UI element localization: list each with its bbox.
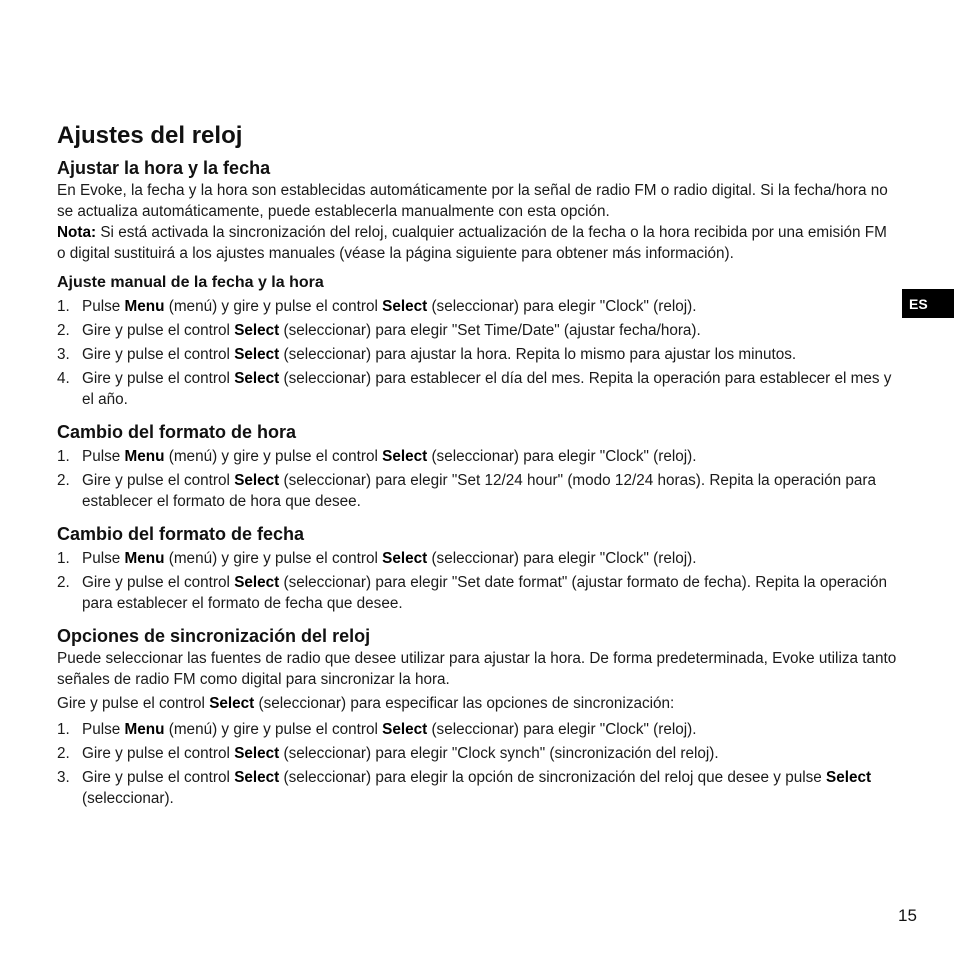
steps-list-time-format	[57, 446, 897, 512]
page-content	[57, 120, 897, 812]
list-item: 2. Gire y pulse el control Select (seleccionar) para elegir "Set Time/Date" (ajustar fecha/hora).	[57, 322, 701, 339]
section-intro: Puede seleccionar las fuentes de radio que desee utilizar para ajustar la hora. De forma predeterminada, Evoke utiliza tanto señales de radio FM como digital para sincronizar la hora.	[57, 650, 897, 688]
list-item: 4. Gire y pulse el control Select (seleccionar) para establecer el día del mes. Repita la operación para establecer el mes y el año.	[57, 370, 892, 408]
steps-list-clock-sync	[57, 719, 897, 809]
section-heading-manual-set: Ajuste manual de la fecha y la hora	[57, 274, 324, 291]
section-heading-set-time-date: Ajustar la hora y la fecha	[57, 158, 271, 178]
section-intro: En Evoke, la fecha y la hora son establecidas automáticamente por la señal de radio FM o radio digital. Si la fecha/hora no se actualiza automáticamente, puede establecerla manualmente con esta opción.	[57, 182, 888, 220]
list-item: 3. Gire y pulse el control Select (seleccionar) para elegir la opción de sincronización del reloj que desee y pulse Select (seleccionar).	[57, 769, 872, 807]
list-item: 1. Pulse Menu (menú) y gire y pulse el control Select (seleccionar) para elegir "Clock" (reloj).	[57, 550, 697, 567]
note-text: Si está activada la sincronización del reloj, cualquier actualización de la fecha o la hora recibida por una emisión FM o digital sustituirá a los ajustes manuales (véase la página siguiente para obtener más información).	[57, 224, 887, 262]
section-heading-date-format: Cambio del formato de fecha	[57, 524, 305, 544]
section-intro-2: Gire y pulse el control Select (seleccionar) para especificar las opciones de sincronización:	[57, 695, 675, 712]
list-item: 1. Pulse Menu (menú) y gire y pulse el control Select (seleccionar) para elegir "Clock" (reloj).	[57, 448, 697, 465]
page-number: 15	[898, 906, 917, 925]
note-label: Nota:	[57, 224, 97, 241]
list-item: 1. Pulse Menu (menú) y gire y pulse el control Select (seleccionar) para elegir "Clock" (reloj).	[57, 721, 697, 738]
list-item: 2. Gire y pulse el control Select (seleccionar) para elegir "Set 12/24 hour" (modo 12/24 horas). Repita la operación para establecer el formato de hora que desee.	[57, 472, 876, 510]
section-heading-clock-sync: Opciones de sincronización del reloj	[57, 626, 371, 646]
list-item: 1. Pulse Menu (menú) y gire y pulse el control Select (seleccionar) para elegir "Clock" (reloj).	[57, 298, 697, 315]
note-paragraph	[57, 222, 897, 264]
page-title: Ajustes del reloj	[57, 122, 243, 149]
list-item: 2. Gire y pulse el control Select (seleccionar) para elegir "Clock synch" (sincronización del reloj).	[57, 745, 719, 762]
section-heading-time-format: Cambio del formato de hora	[57, 422, 297, 442]
language-tab: ES	[902, 289, 954, 318]
steps-list-manual	[57, 296, 897, 410]
list-item: 2. Gire y pulse el control Select (seleccionar) para elegir "Set date format" (ajustar formato de fecha). Repita la operación para establecer el formato de fecha que desee.	[57, 574, 888, 612]
steps-list-date-format	[57, 548, 897, 614]
list-item: 3. Gire y pulse el control Select (seleccionar) para ajustar la hora. Repita lo mismo para ajustar los minutos.	[57, 346, 797, 363]
